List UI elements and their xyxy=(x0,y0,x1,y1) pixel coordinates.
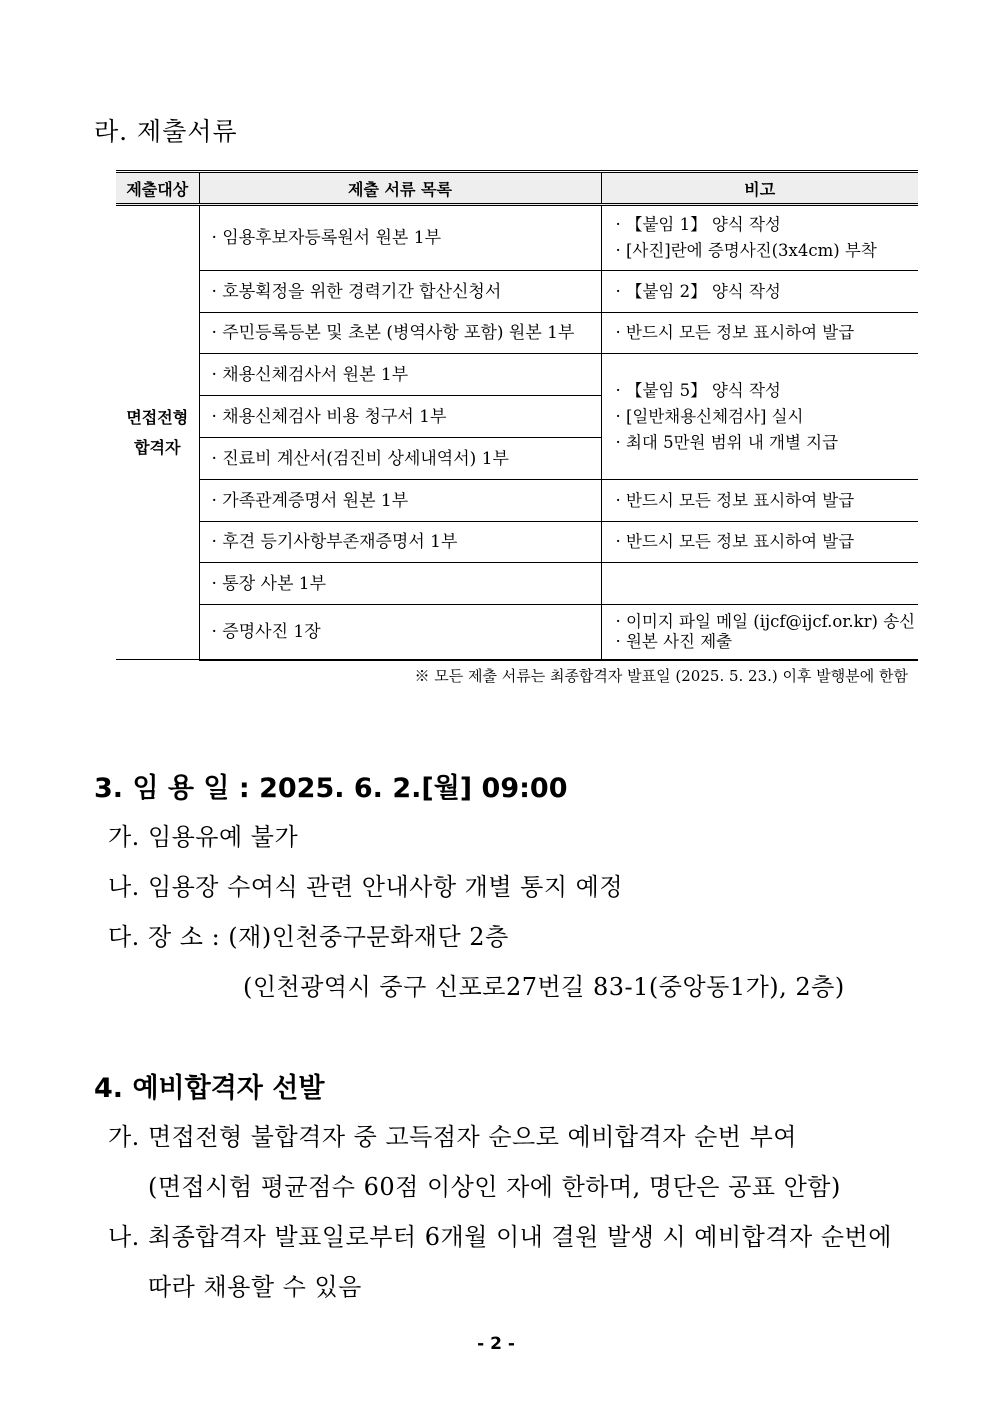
section3-item: 다. 장 소 : (재)인천중구문화재단 2층 xyxy=(108,923,509,951)
target-label: 면접전형 합격자 xyxy=(126,407,189,457)
remark-cell: · 【붙임 2】 양식 작성 xyxy=(601,271,918,313)
section4-item: 나. 최종합격자 발표일로부터 6개월 이내 결원 발생 시 예비합격자 순번에 xyxy=(108,1223,892,1251)
submit-docs-title: 라. 제출서류 xyxy=(94,117,238,146)
table-row xyxy=(116,205,918,271)
header-doc-list: 제출 서류 목록 xyxy=(199,172,601,205)
doc-cell: · 주민등록등본 및 초본 (병역사항 포함) 원본 1부 xyxy=(199,313,601,354)
table-note: ※ 모든 제출 서류는 최종합격자 발표일 (2025. 5. 23.) 이후 발행분에 한함 xyxy=(414,667,908,685)
remark-line: · 【붙임 1】 양식 작성 xyxy=(615,215,781,234)
doc-cell: · 증명사진 1장 xyxy=(199,605,601,660)
table-row xyxy=(116,563,918,605)
section4-item: 따라 채용할 수 있음 xyxy=(148,1273,362,1301)
remark-line: · [사진]란에 증명사진(3x4cm) 부착 xyxy=(615,241,877,260)
doc-cell: · 통장 사본 1부 xyxy=(199,563,601,605)
remark-line: · 이미지 파일 메일 (ijcf@ijcf.or.kr) 송신 xyxy=(615,611,916,631)
remark-line: · 【붙임 5】 양식 작성 xyxy=(615,380,781,400)
remark-line: · 원본 사진 제출 xyxy=(615,631,733,651)
remark-cell xyxy=(601,605,918,660)
doc-cell: · 진료비 계산서(검진비 상세내역서) 1부 xyxy=(199,438,601,480)
remark-cell xyxy=(601,354,918,480)
table-header-row xyxy=(116,172,918,205)
target-cell xyxy=(116,205,199,660)
section3-item: 나. 임용장 수여식 관련 안내사항 개별 통지 예정 xyxy=(108,873,624,901)
remark-cell xyxy=(601,563,918,605)
doc-cell: · 가족관계증명서 원본 1부 xyxy=(199,480,601,522)
page-number: - 2 - xyxy=(477,1334,515,1354)
table-row xyxy=(116,522,918,563)
section4-item: (면접시험 평균점수 60점 이상인 자에 한하며, 명단은 공표 안함) xyxy=(148,1173,841,1201)
table-row xyxy=(116,271,918,313)
doc-cell: · 호봉획정을 위한 경력기간 합산신청서 xyxy=(199,271,601,313)
table-row xyxy=(116,605,918,660)
table-row xyxy=(116,480,918,522)
section3-title: 3. 임 용 일 : 2025. 6. 2.[월] 09:00 xyxy=(94,773,568,804)
section4-title: 4. 예비합격자 선발 xyxy=(94,1073,325,1104)
header-remark: 비고 xyxy=(601,172,918,205)
header-target: 제출대상 xyxy=(116,172,199,205)
remark-cell: · 반드시 모든 정보 표시하여 발급 xyxy=(601,313,918,354)
remark-cell: · 반드시 모든 정보 표시하여 발급 xyxy=(601,480,918,522)
remark-line: · [일반채용신체검사] 실시 xyxy=(615,406,804,426)
section4-item: 가. 면접전형 불합격자 중 고득점자 순으로 예비합격자 순번 부여 xyxy=(108,1123,797,1151)
section3-item: (인천광역시 중구 신포로27번길 83-1(중앙동1가), 2층) xyxy=(243,973,845,1001)
doc-cell: · 임용후보자등록원서 원본 1부 xyxy=(199,205,601,271)
doc-cell: · 후견 등기사항부존재증명서 1부 xyxy=(199,522,601,563)
doc-cell: · 채용신체검사서 원본 1부 xyxy=(199,354,601,396)
remark-line: · 최대 5만원 범위 내 개별 지급 xyxy=(615,432,839,452)
submit-docs-table xyxy=(116,170,918,661)
remark-cell: · 반드시 모든 정보 표시하여 발급 xyxy=(601,522,918,563)
remark-cell xyxy=(601,205,918,271)
table-row xyxy=(116,354,918,396)
doc-cell: · 채용신체검사 비용 청구서 1부 xyxy=(199,396,601,438)
section3-item: 가. 임용유예 불가 xyxy=(108,823,299,851)
table-row xyxy=(116,313,918,354)
